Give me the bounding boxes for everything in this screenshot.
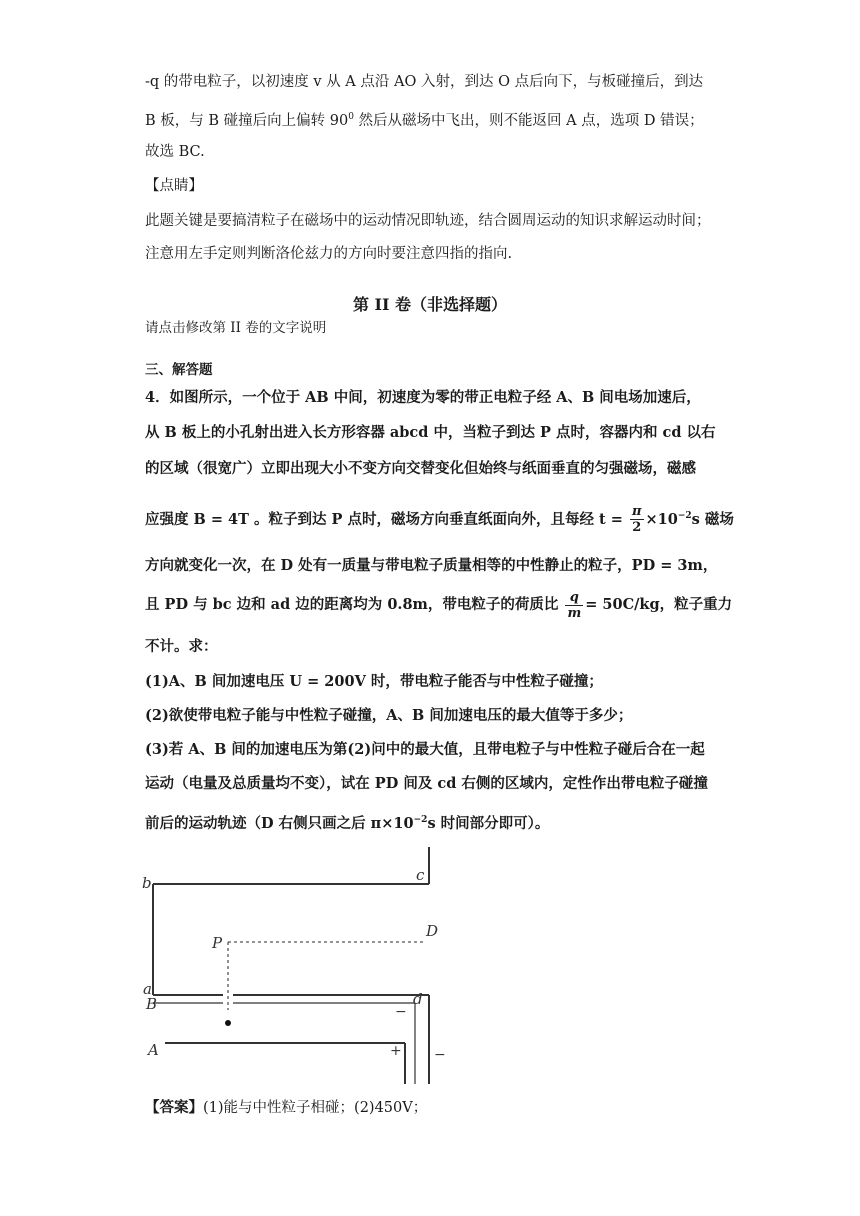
answer-label: 【答案】	[145, 1099, 203, 1116]
exponent: −2	[413, 815, 428, 825]
label-b: b	[142, 874, 152, 892]
question-line-7: 不计。求：	[145, 638, 218, 655]
exponent: −2	[677, 511, 692, 521]
sub-question-3-line-2: 运动（电量及总质量均不变），试在 PD 间及 cd 右侧的区域内，定性作出带电粒子碰撞	[145, 775, 708, 792]
sub-question-1: (1)A、B 间加速电压 U = 200V 时，带电粒子能否与中性粒子碰撞；	[145, 673, 603, 690]
minus-sign-plate-b: −	[395, 1004, 407, 1020]
question-line-2: 从 B 板上的小孔射出进入长方形容器 abcd 中，当粒子到达 P 点时，容器内和 cd 以右	[145, 424, 716, 441]
sub-question-3-rest: s 时间部分即可）。	[427, 814, 550, 832]
solution-line-2-text: B 板，与 B 碰撞后向上偏转 90	[145, 112, 349, 129]
label-plate-a: A	[148, 1041, 159, 1059]
solution-conclusion: 故选 BC.	[145, 144, 205, 160]
fraction-numerator: π	[631, 504, 642, 520]
container-diagram	[140, 840, 460, 1090]
sub-question-3-text: 前后的运动轨迹（D 右侧只画之后 π×10	[145, 814, 414, 832]
plus-sign-plate-a: +	[390, 1043, 402, 1059]
question-line-3: 的区域（很宽广）立即出现大小不变方向交替变化但始终与纸面垂直的匀强磁场，磁感	[145, 460, 696, 477]
sub-question-2: (2)欲使带电粒子能与中性粒子碰撞，A、B 间加速电压的最大值等于多少；	[145, 707, 633, 724]
particle-dot	[225, 1020, 231, 1026]
question-line-4	[145, 498, 734, 538]
label-d: d	[413, 990, 423, 1008]
minus-sign-outer: −	[434, 1047, 446, 1063]
fraction-q-over-m	[565, 590, 583, 621]
answer-line	[145, 1098, 427, 1118]
fraction-denominator: m	[567, 605, 582, 621]
label-d-upper: D	[426, 922, 439, 940]
question-line-4-text: 应强度 B = 4T 。粒子到达 P 点时，磁场方向垂直纸面向外，且每经 t =	[145, 510, 623, 528]
times-ten: ×10	[645, 510, 678, 528]
solution-line-2	[145, 107, 704, 131]
label-p: P	[212, 934, 223, 952]
solution-line-2-rest: 然后从磁场中飞出，则不能返回 A 点，选项 D 错误；	[353, 112, 704, 129]
question-line-4-rest: s 磁场	[691, 510, 734, 528]
section-note[interactable]: 请点击修改第 II 卷的文字说明	[145, 320, 327, 336]
fraction-denominator: 2	[632, 520, 642, 536]
sub-question-3-line-3	[145, 810, 549, 834]
question-line-6-rest: = 50C/kg，粒子重力	[585, 596, 733, 613]
fraction-pi-over-2	[630, 504, 644, 535]
solution-line-1: -q 的带电粒子，以初速度 v 从 A 点沿 AO 入射，到达 O 点后向下，与板碰撞后，到达	[145, 74, 704, 90]
label-c: c	[416, 866, 425, 884]
dianjing-line-1: 此题关键是要搞清粒子在磁场中的运动情况即轨迹，结合圆周运动的知识求解运动时间；	[145, 213, 711, 229]
dianjing-line-2: 注意用左手定则判断洛伦兹力的方向时要注意四指的指向.	[145, 246, 513, 262]
answer-text: (1)能与中性粒子相碰；(2)450V；	[203, 1100, 428, 1116]
degree-sup: 0	[348, 112, 354, 122]
dianjing-heading: 【点睛】	[145, 178, 203, 194]
question-line-1: 4．如图所示，一个位于 AB 中间，初速度为零的带正电粒子经 A、B 间电场加速后，	[145, 389, 701, 406]
part-heading: 三、解答题	[145, 362, 213, 378]
section-title: 第 II 卷（非选择题）	[352, 295, 508, 314]
label-plate-b: B	[146, 995, 158, 1013]
fraction-numerator: q	[565, 590, 583, 606]
sub-question-3-line-1: (3)若 A、B 间的加速电压为第(2)问中的最大值，且带电粒子与中性粒子碰后合在一起	[145, 741, 705, 758]
question-line-6-text: 且 PD 与 bc 边和 ad 边的距离均为 0.8m，带电粒子的荷质比	[145, 596, 559, 613]
question-line-5: 方向就变化一次，在 D 处有一质量与带电粒子质量相等的中性静止的粒子，PD = 3m，	[145, 557, 718, 574]
label-a: a	[143, 980, 152, 998]
question-line-6	[145, 587, 732, 623]
